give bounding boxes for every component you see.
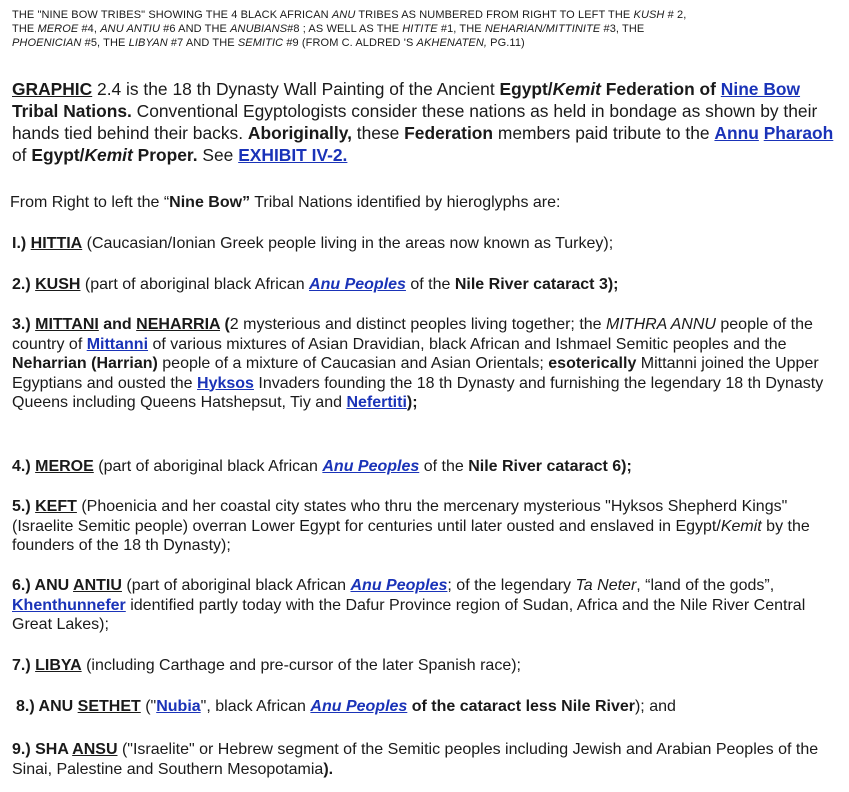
- exhibit-link[interactable]: EXHIBIT IV-2.: [238, 145, 348, 165]
- figure-caption: [12, 8, 838, 50]
- caption-line: THE MEROE #4, ANU ANTIU #6 AND THE ANUBIANS#8 ; AS WELL AS THE HITITE #1, THE NEHARIAN/MITTINITE #3, THE: [12, 23, 645, 35]
- nine-bow-link[interactable]: Nine Bow: [720, 79, 801, 99]
- khenthunnefer-link[interactable]: Khenthunnefer: [12, 596, 126, 614]
- list-item: 9.) SHA ANSU ("Israelite" or Hebrew segment of the Semitic peoples including Jewish and Arabian Peoples of the Sinai, Palestine and Southern Mesopotamia).: [12, 741, 819, 778]
- nubia-link[interactable]: Nubia: [156, 698, 201, 715]
- list-item: 2.) KUSH (part of aboriginal black African Anu Peoples of the Nile River cataract 3);: [12, 276, 619, 293]
- anu-peoples-link[interactable]: Anu Peoples: [310, 698, 408, 715]
- list-item: 6.) ANU ANTIU (part of aboriginal black African Anu Peoples; of the legendary Ta Neter, “land of the gods”, Khenthunnefer identified partly today with the Dafur Province region of Sudan, Africa and the Nile River Central Great Lakes);: [12, 577, 806, 633]
- anu-peoples-link[interactable]: Anu Peoples: [322, 458, 420, 475]
- list-item: 4.) MEROE (part of aboriginal black African Anu Peoples of the Nile River cataract 6);: [12, 458, 632, 475]
- mittanni-link[interactable]: Mittanni: [86, 335, 149, 353]
- nefertiti-link[interactable]: Nefertiti: [346, 394, 407, 411]
- list-item: 3.) MITTANI and NEHARRIA (2 mysterious and distinct peoples living together; the MITHRA ANNU people of the country of Mittanni of various mixtures of Asian Dravidian, black African and Ishmael Semitic peoples and the Neharrian (Harrian) people of a mixture of Caucasian and Asian Orientals; esoterically Mittanni joined the Upper Egyptians and ousted the Hyksos Invaders founding the 18 th Dynasty and furnishing the legendary 18 th Dynasty Queens including Queens Hatshepsut, Tiy and Nefertiti);: [12, 316, 824, 411]
- annu-link[interactable]: Annu: [714, 123, 759, 143]
- anu-peoples-link[interactable]: Anu Peoples: [350, 577, 448, 594]
- list-item: 8.) ANU SETHET ("Nubia", black African Anu Peoples of the cataract less Nile River); and: [16, 698, 676, 715]
- hyksos-link[interactable]: Hyksos: [197, 374, 254, 392]
- list-item: I.) HITTIA (Caucasian/Ionian Greek people living in the areas now known as Turkey);: [12, 235, 614, 252]
- caption-line: THE "NINE BOW TRIBES" SHOWING THE 4 BLACK AFRICAN ANU TRIBES AS NUMBERED FROM RIGHT TO LEFT THE KUSH # 2,: [12, 9, 687, 21]
- list-intro: From Right to left the “Nine Bow” Tribal Nations identified by hieroglyphs are:: [10, 194, 561, 211]
- anu-peoples-link[interactable]: Anu Peoples: [309, 276, 406, 293]
- caption-line: PHOENICIAN #5, THE LIBYAN #7 AND THE SEMITIC #9 (FROM C. ALDRED 'S AKHENATEN, PG.11): [12, 37, 525, 49]
- graphic-label: GRAPHIC: [12, 79, 93, 99]
- pharaoh-link[interactable]: Pharaoh: [763, 123, 834, 143]
- list-item: 7.) LIBYA (including Carthage and pre-cursor of the later Spanish race);: [12, 657, 521, 674]
- list-item: 5.) KEFT (Phoenicia and her coastal city states who thru the mercenary mysterious "Hyksos Shepherd Kings" (Israelite Semitic people) overran Lower Egypt for centuries until later ousted and enslaved in Egypt/Kemit by the founders of the 18 th Dynasty);: [12, 498, 810, 554]
- graphic-paragraph: GRAPHIC 2.4 is the 18 th Dynasty Wall Painting of the Ancient Egypt/Kemit Federation of Nine Bow Tribal Nations. Conventional Egyptologists consider these nations as held in bondage as shown by their hands tied behind their backs. Aboriginally, these Federation members paid tribute to the Annu Pharaoh of Egypt/Kemit Proper. See EXHIBIT IV-2.: [12, 79, 834, 165]
